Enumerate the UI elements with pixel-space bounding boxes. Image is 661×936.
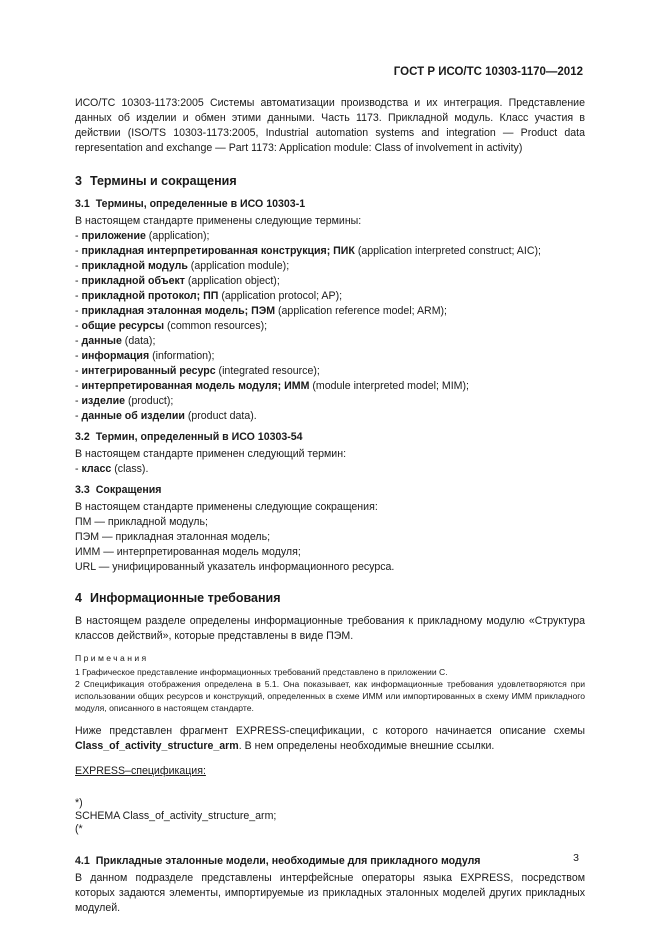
term-item: - прикладной объект (application object); bbox=[75, 275, 280, 287]
term-name: прикладной объект bbox=[81, 275, 185, 287]
term-item: - класс (class). bbox=[75, 463, 149, 475]
terms-list-3-2 bbox=[75, 462, 585, 477]
term-english: (integrated resource); bbox=[215, 365, 320, 377]
section-4-heading bbox=[75, 591, 585, 606]
subsection-3-2-heading bbox=[75, 430, 585, 445]
term-name: изделие bbox=[81, 395, 126, 407]
document-header: ГОСТ Р ИСО/ТС 10303-1170—2012 bbox=[393, 66, 583, 78]
term-name: прикладной модуль bbox=[81, 260, 188, 272]
term-item: - прикладная эталонная модель; ПЭМ (application reference model; ARM); bbox=[75, 305, 447, 317]
subsection-3-2-title: Термин, определенный в ИСО 10303-54 bbox=[95, 431, 303, 443]
section-4-paragraph-2 bbox=[75, 724, 585, 754]
section-4-paragraph-1: В настоящем разделе определены информационные требования к прикладному модулю «Структура классов действий», которые представлены в виде ПЭМ. bbox=[75, 615, 585, 642]
term-item: - прикладной протокол; ПП (application protocol; AP); bbox=[75, 290, 343, 302]
term-name: прикладная эталонная модель; ПЭМ bbox=[81, 305, 276, 317]
term-english: (product); bbox=[125, 395, 174, 407]
para2-start: Ниже представлен фрагмент EXPRESS-спецификации, с которого начинается описание схемы bbox=[75, 725, 585, 737]
term-english: (application); bbox=[145, 230, 210, 242]
schema-name: Class_of_activity_structure_arm bbox=[75, 740, 239, 752]
term-english: (application module); bbox=[187, 260, 290, 272]
section-4-number: 4 bbox=[75, 591, 82, 605]
subsection-3-1-title: Термины, определенные в ИСО 10303-1 bbox=[95, 198, 306, 210]
subsection-3-2-lead: В настоящем стандарте применен следующий термин: bbox=[75, 448, 347, 460]
section-3-title: Термины и сокращения bbox=[89, 174, 237, 188]
section-4-title: Информационные требования bbox=[89, 591, 281, 605]
abbreviation-item: ПМ — прикладной модуль; bbox=[75, 516, 208, 528]
term-item: - изделие (product); bbox=[75, 395, 174, 407]
subsection-3-3-lead: В настоящем стандарте применены следующие сокращения: bbox=[75, 501, 378, 513]
term-item: - данные об изделии (product data). bbox=[75, 410, 257, 422]
subsection-4-1-heading bbox=[75, 854, 585, 869]
term-english: (application interpreted construct; AIC); bbox=[354, 245, 541, 257]
note-1: 1 Графическое представление информационных требований представлено в приложении С. bbox=[75, 667, 448, 677]
abbreviation-item: URL — унифицированный указатель информационного ресурса. bbox=[75, 561, 395, 573]
code-line: SCHEMA Class_of_activity_structure_arm; bbox=[75, 810, 277, 822]
term-item: - прикладная интерпретированная конструкция; ПИК (application interpreted construct; AIC); bbox=[75, 245, 541, 257]
abbreviation-item: ПЭМ — прикладная эталонная модель; bbox=[75, 531, 271, 543]
term-english: (application object); bbox=[184, 275, 280, 287]
section-3-heading bbox=[75, 174, 585, 189]
term-name: приложение bbox=[81, 230, 146, 242]
subsection-3-1-heading bbox=[75, 197, 585, 212]
term-name: интегрированный ресурс bbox=[81, 365, 216, 377]
term-item: - интерпретированная модель модуля; ИММ (module interpreted model; MIM); bbox=[75, 380, 469, 392]
term-name: общие ресурсы bbox=[81, 320, 165, 332]
subsection-3-3-title: Сокращения bbox=[95, 484, 162, 496]
subsection-3-1-number: 3.1 bbox=[75, 198, 90, 210]
term-name: интерпретированная модель модуля; ИММ bbox=[81, 380, 310, 392]
term-name: прикладной протокол; ПП bbox=[81, 290, 219, 302]
intro-reference: ИСО/ТС 10303-1173:2005 Системы автоматизации производства и их интеграция. Представление данных об изделии и обмен этими данными. Часть 1173. Прикладной модуль. Класс участия в действии (ISO/TS 10303-1173:2005, Industrial automation systems and integration — Product data representation and exchange — Part 1173: Application module: Class of involvement in activity) bbox=[75, 97, 585, 154]
term-name: данные bbox=[81, 335, 122, 347]
note-2: 2 Спецификация отображения определена в 5.1. Она показывает, как информационные требования удовлетворяются при использовании общих ресурсов и конструкций, определенных в схеме ИММ или импортированных в схему ИММ прикладного модуля, описанного в настоящем стандарте. bbox=[75, 679, 585, 713]
term-item: - прикладной модуль (application module); bbox=[75, 260, 290, 272]
term-english: (common resources); bbox=[164, 320, 268, 332]
term-item: - общие ресурсы (common resources); bbox=[75, 320, 268, 332]
term-item: - данные (data); bbox=[75, 335, 156, 347]
notes-block bbox=[75, 652, 585, 714]
term-name: прикладная интерпретированная конструкция; ПИК bbox=[81, 245, 355, 257]
subsection-4-1-text: В данном подразделе представлены интерфейсные операторы языка EXPRESS, посредством которых задаются элементы, импортируемые из прикладных эталонных моделей других прикладных модулей. bbox=[75, 872, 585, 914]
term-english: (information); bbox=[149, 350, 215, 362]
document-body bbox=[75, 96, 585, 916]
section-3-number: 3 bbox=[75, 174, 82, 188]
subsection-3-3-number: 3.3 bbox=[75, 484, 90, 496]
term-item: - приложение (application); bbox=[75, 230, 210, 242]
term-english: (application protocol; AP); bbox=[218, 290, 343, 302]
term-name: данные об изделии bbox=[81, 410, 185, 422]
abbreviation-item: ИММ — интерпретированная модель модуля; bbox=[75, 546, 301, 558]
notes-title: Примечания bbox=[75, 653, 149, 663]
term-english: (application reference model; ARM); bbox=[275, 305, 447, 317]
code-line: *) bbox=[75, 797, 83, 809]
subsection-3-3-heading bbox=[75, 483, 585, 498]
term-item: - интегрированный ресурс (integrated resource); bbox=[75, 365, 320, 377]
term-english: (data); bbox=[121, 335, 156, 347]
term-item: - информация (information); bbox=[75, 350, 215, 362]
subsection-3-1-lead: В настоящем стандарте применены следующие термины: bbox=[75, 215, 362, 227]
subsection-3-2-number: 3.2 bbox=[75, 431, 90, 443]
term-english: (class). bbox=[111, 463, 149, 475]
terms-list-3-1 bbox=[75, 229, 585, 424]
express-label: EXPRESS–спецификация: bbox=[75, 765, 206, 777]
subsection-4-1-number: 4.1 bbox=[75, 855, 90, 867]
term-english: (product data). bbox=[184, 410, 257, 422]
term-name: класс bbox=[81, 463, 112, 475]
para2-end: . В нем определены необходимые внешние ссылки. bbox=[238, 740, 495, 752]
term-name: информация bbox=[81, 350, 150, 362]
code-line: (* bbox=[75, 823, 83, 835]
term-english: (module interpreted model; MIM); bbox=[309, 380, 469, 392]
subsection-4-1-title: Прикладные эталонные модели, необходимые для прикладного модуля bbox=[95, 855, 481, 867]
page-number: 3 bbox=[573, 852, 579, 864]
